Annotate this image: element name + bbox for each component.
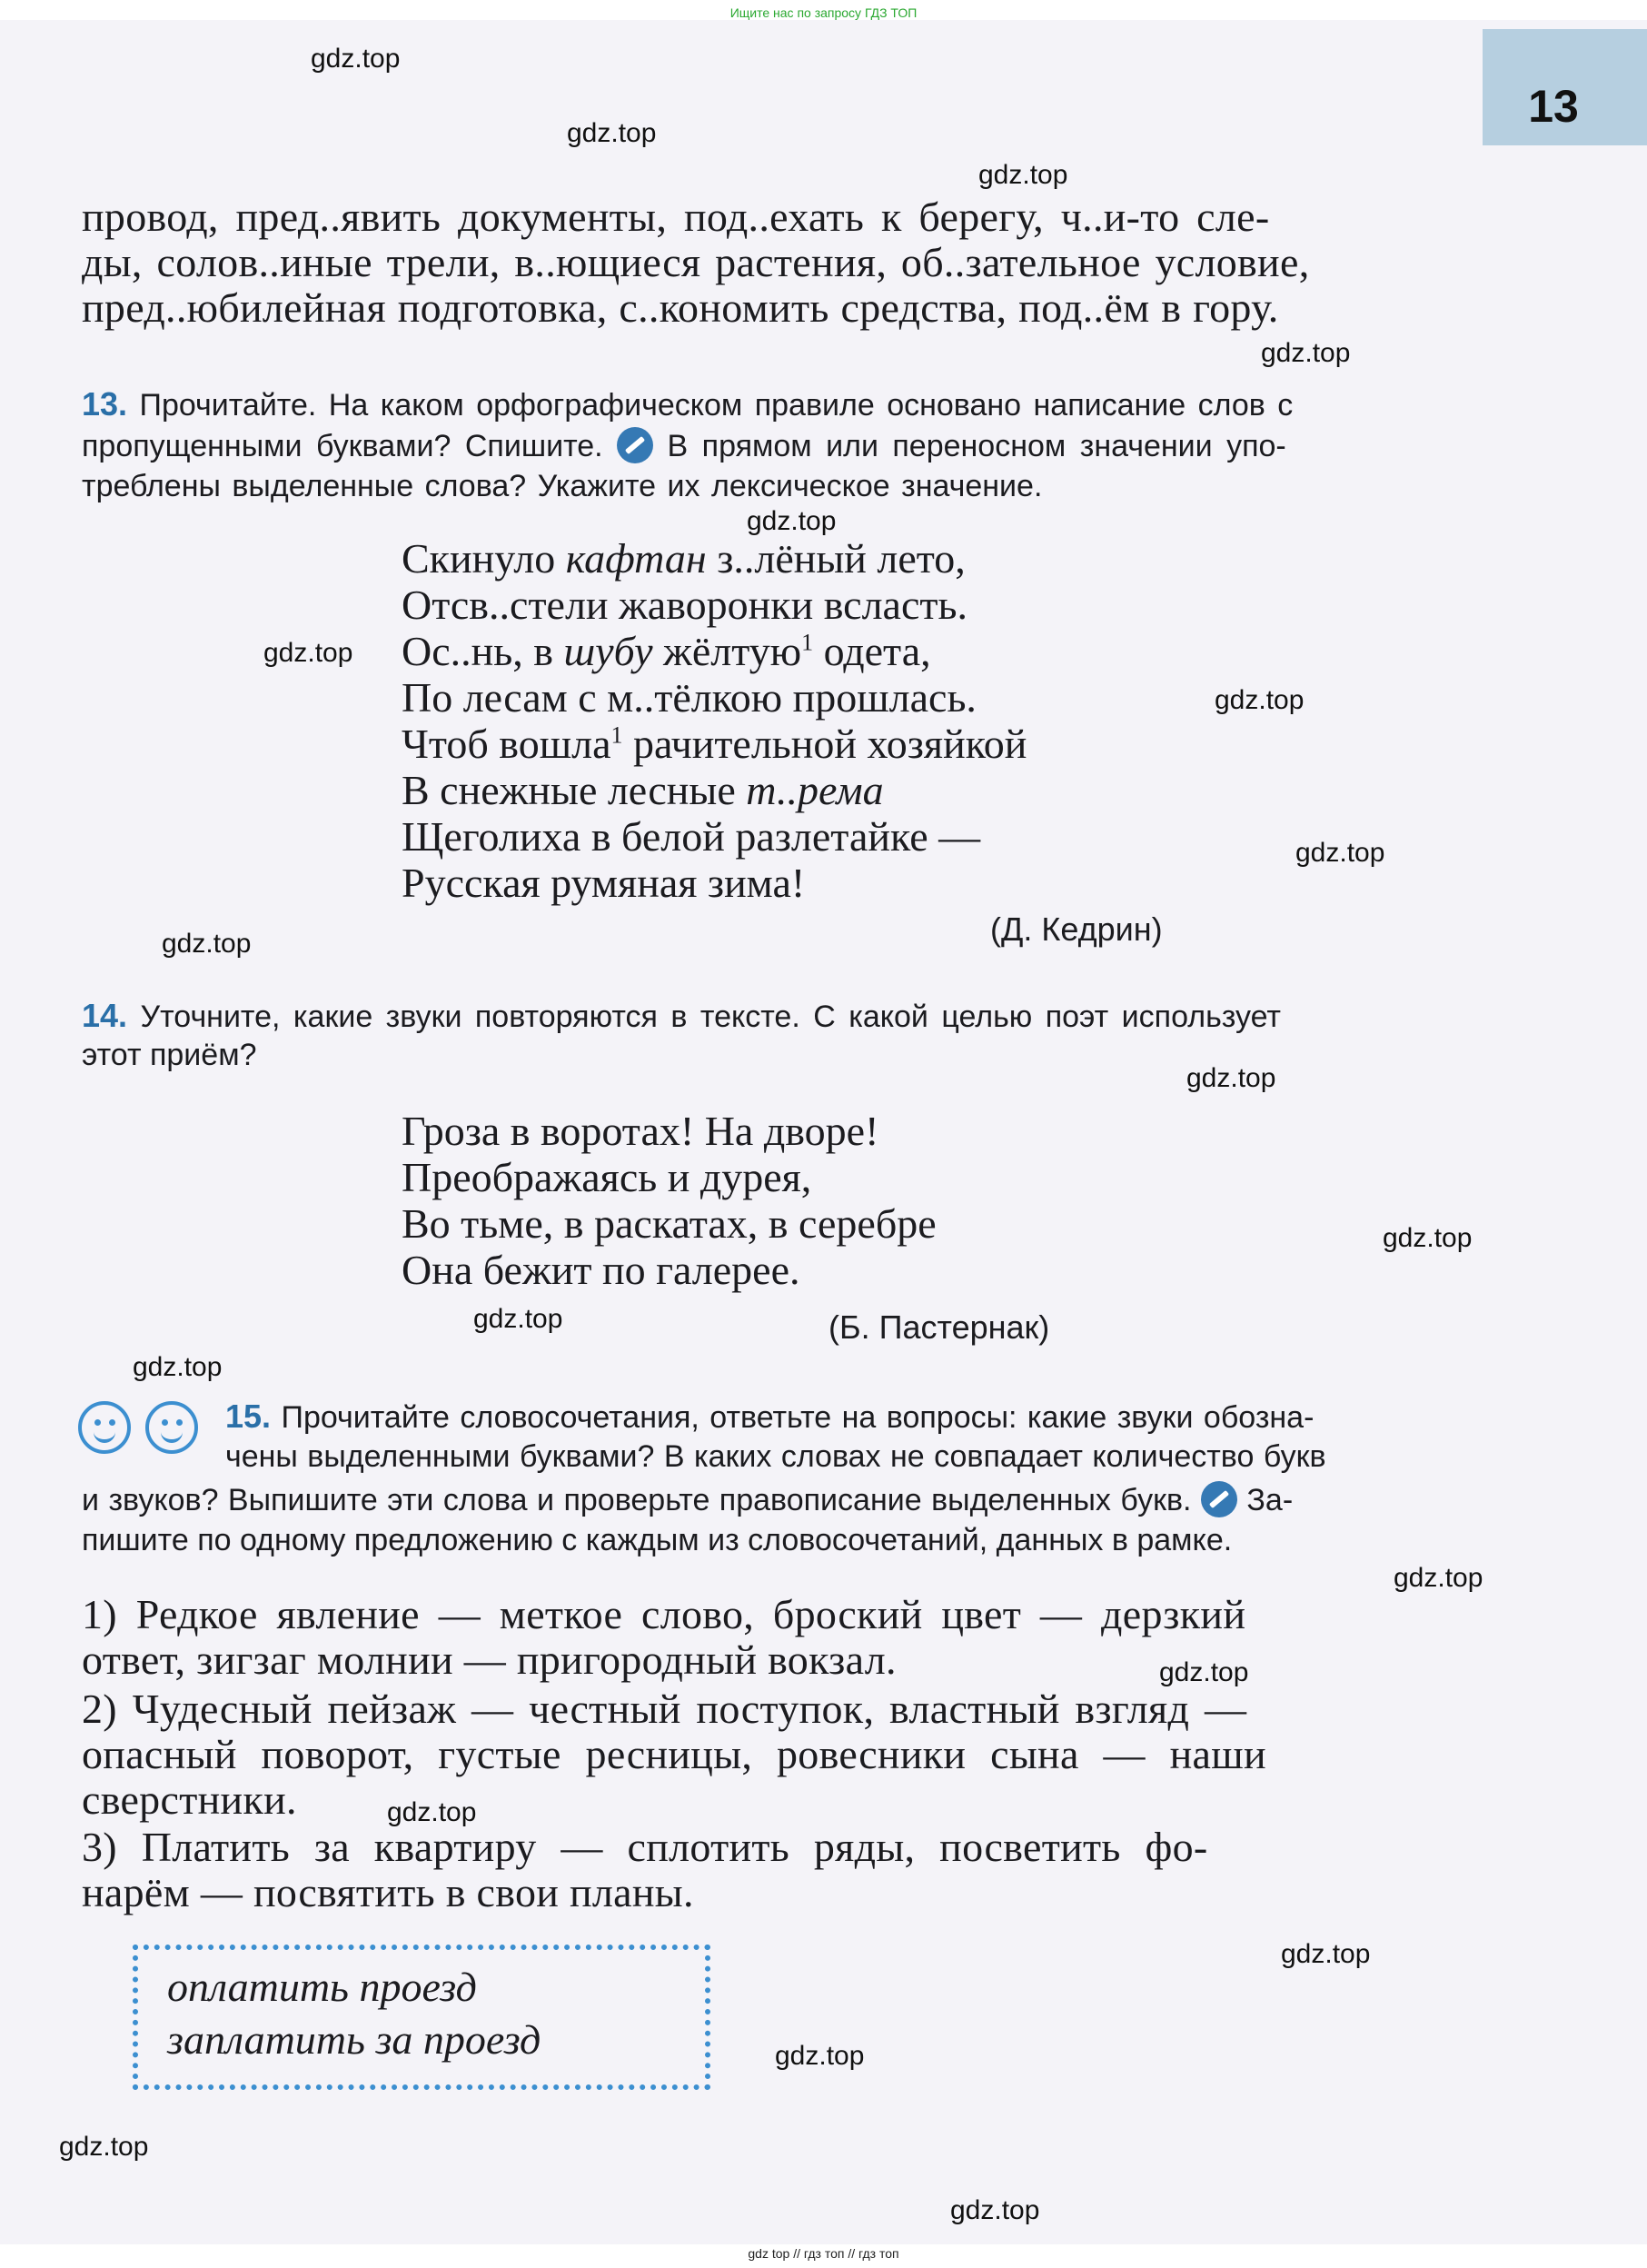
poem-line: Чтоб вошла$^1$ рачительной хозяйкой — [402, 721, 1027, 767]
watermark: gdz.top — [775, 2041, 865, 2071]
exercise-15-line: и звуков? Выпишите эти слова и проверьте правописание выделенных букв. За- — [82, 1483, 1294, 1517]
watermark: gdz.top — [1261, 338, 1351, 368]
exercise-number: 13. — [82, 385, 128, 423]
text-line: ды, солов..иные трели, в..ющиеся растения, об..зательное условие, — [82, 239, 1310, 285]
word-pairs-line: 2) Чудесный пейзаж — честный поступок, властный взгляд — — [82, 1686, 1247, 1732]
exercise-15-line: чены выделенными буквами? В каких словах не совпадает количество букв — [225, 1439, 1326, 1474]
word-pairs-line: 1) Редкое явление — меткое слово, броский цвет — дерзкий — [82, 1591, 1246, 1637]
smiley-face-icon — [78, 1401, 131, 1454]
smiley-face-icon — [145, 1401, 198, 1454]
watermark: gdz.top — [473, 1304, 563, 1334]
box-phrase: заплатить за проезд — [167, 2016, 541, 2063]
watermark: gdz.top — [1159, 1657, 1249, 1687]
watermark: gdz.top — [1186, 1063, 1276, 1093]
watermark: gdz.top — [311, 44, 401, 74]
poem-author: (Б. Пастернак) — [828, 1308, 1050, 1346]
watermark: gdz.top — [1215, 685, 1305, 715]
poem-line: Во тьме, в раскатах, в серебре — [402, 1200, 937, 1247]
watermark: gdz.top — [1394, 1563, 1483, 1593]
poem-line: Русская румяная зима! — [402, 860, 806, 906]
watermark: gdz.top — [1383, 1223, 1473, 1253]
watermark: gdz.top — [387, 1797, 477, 1827]
watermark: gdz.top — [59, 2132, 149, 2162]
exercise-14-line: этот приём? — [82, 1038, 257, 1072]
poem-line: Щеголиха в белой разлетайке — — [402, 813, 981, 860]
exercise-13-line: треблены выделенные слова? Укажите их лексическое значение. — [82, 469, 1043, 503]
exercise-14-line: 14. Уточните, какие звуки повторяются в тексте. С какой целью поэт использует — [82, 997, 1281, 1034]
watermark: gdz.top — [950, 2195, 1040, 2225]
exercise-number: 14. — [82, 997, 128, 1034]
word-pairs-line: ответ, зигзаг молнии — пригородный вокзал. — [82, 1636, 897, 1683]
exercise-13-line: пропущенными буквами? Спишите. В прямом или переносном значении упо- — [82, 429, 1286, 463]
poem-line: Гроза в воротах! На дворе! — [402, 1108, 879, 1154]
watermark: gdz.top — [1295, 838, 1385, 868]
watermark: gdz.top — [263, 638, 353, 668]
poem-line: По лесам с м..тёлкою прошлась. — [402, 674, 977, 721]
poem-line: Ос..нь, в шубу жёлтую$^1$ одета, — [402, 628, 931, 674]
pencil-icon — [617, 427, 653, 463]
text-line: пред..юбилейная подготовка, с..кономить средства, под..ём в гору. — [82, 284, 1279, 331]
watermark: gdz.top — [1281, 1939, 1371, 1969]
watermark: gdz.top — [747, 506, 837, 536]
page-number: 13 — [1528, 81, 1579, 132]
poem-line: В снежные лесные т..рема — [402, 767, 884, 813]
exercise-15-line: пишите по одному предложению с каждым из словосочетаний, данных в рамке. — [82, 1523, 1233, 1557]
poem-line: Она бежит по галерее. — [402, 1247, 800, 1293]
watermark: gdz.top — [567, 118, 657, 148]
watermark: gdz.top — [978, 160, 1068, 190]
poem-line: Скинуло кафтан з..лёный лето, — [402, 535, 966, 582]
word-pairs-line: 3) Платить за квартиру — сплотить ряды, посветить фо- — [82, 1824, 1208, 1870]
exercise-13-line: 13. Прочитайте. На каком орфографическом правиле основано написание слов с — [82, 385, 1294, 423]
pencil-icon — [1201, 1481, 1237, 1517]
word-pairs-line: опасный поворот, густые ресницы, ровесники сына — наши — [82, 1731, 1266, 1777]
exercise-15-line: 15. Прочитайте словосочетания, ответьте на вопросы: какие звуки обозна- — [225, 1398, 1315, 1435]
text-line: провод, пред..явить документы, под..ехать к берегу, ч..и-то сле- — [82, 194, 1270, 240]
bottom-note: gdz top // гдз топ // гдз топ — [748, 2246, 899, 2261]
top-note: Ищите нас по запросу ГДЗ ТОП — [729, 5, 918, 20]
box-phrase: оплатить проезд — [167, 1964, 477, 2010]
word-pairs-line: нарём — посвятить в свои планы. — [82, 1869, 694, 1915]
watermark: gdz.top — [162, 929, 252, 959]
watermark: gdz.top — [133, 1352, 223, 1382]
word-pairs-line: сверстники. — [82, 1776, 297, 1823]
poem-line: Отсв..стели жаворонки всласть. — [402, 582, 967, 628]
poem-line: Преображаясь и дурея, — [402, 1154, 812, 1200]
exercise-number: 15. — [225, 1398, 272, 1435]
poem-author: (Д. Кедрин) — [990, 910, 1163, 948]
